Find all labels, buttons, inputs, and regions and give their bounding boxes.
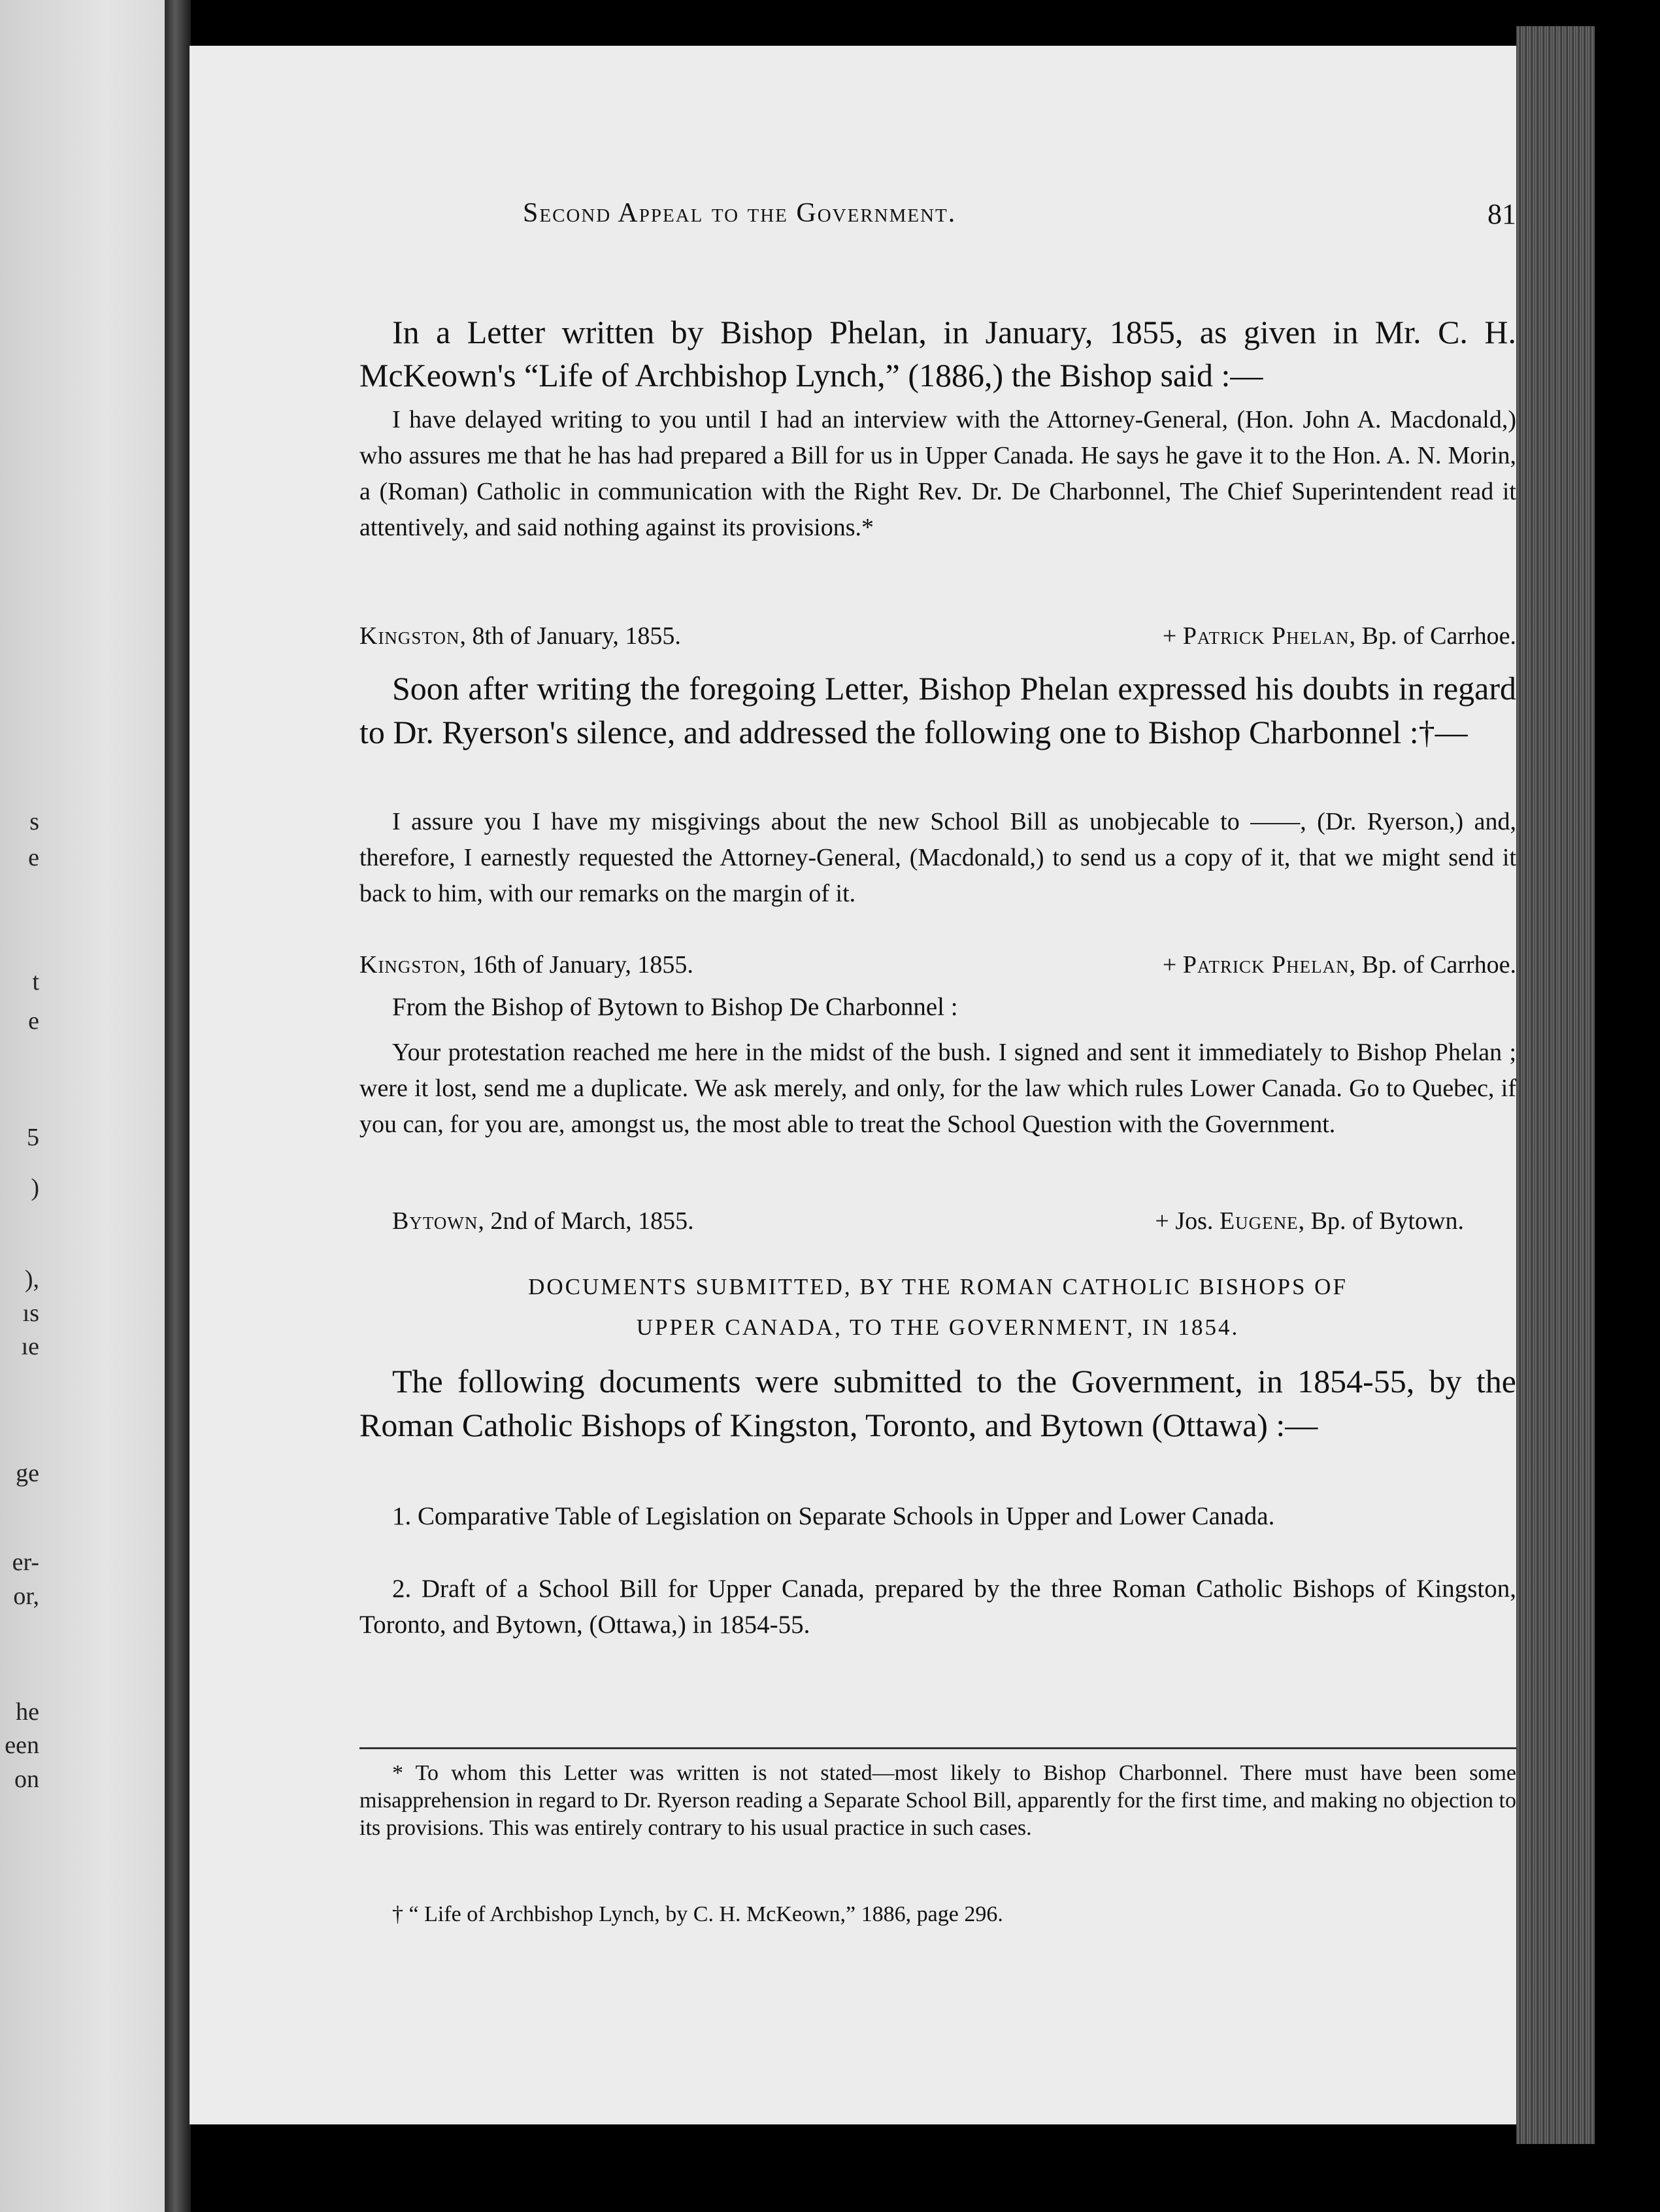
book-page: [190, 46, 1516, 2124]
signature-line-2: [359, 947, 1516, 983]
footnote-rule: [359, 1747, 1516, 1749]
left-fragment: or,: [13, 1583, 39, 1610]
signature-line-3: [392, 1203, 1464, 1239]
bytown-intro: From the Bishop of Bytown to Bishop De Charbonnel :: [392, 993, 958, 1021]
letter-phelan-1: I have delayed writing to you until I had an interview with the Attorney-General, (Hon. John A. Macdonald,) who assures me that he has had prepared a Bill for us in Upper Canada. He says he gave it to the Hon. A. N. Morin, a (Roman) Catholic in communication with the Right Rev. Dr. De Charbonnel, The Chief Superintendent read it attentively, and said nothing against its provisions.*: [359, 406, 1516, 541]
left-fragment: e: [28, 1007, 39, 1035]
paragraph-documents: The following documents were submitted to the Government, in 1854-55, by the Roman Catholic Bishops of Kingston, Toronto, and Bytown (Ottawa) :—: [359, 1363, 1516, 1443]
signature-signer: + Patrick Phelan, Bp. of Carrhoe.: [1162, 622, 1516, 650]
left-fragment: t: [32, 968, 39, 996]
section-heading-line-1: DOCUMENTS SUBMITTED, BY THE ROMAN CATHOLIC BISHOPS OF: [528, 1274, 1348, 1299]
signature-line-1: [359, 618, 1516, 654]
running-header: [523, 197, 1516, 237]
signature-place: Kingston, 8th of January, 1855.: [359, 622, 681, 650]
list-item: 1. Comparative Table of Legislation on Separate Schools in Upper and Lower Canada.: [392, 1502, 1275, 1530]
list-item: 2. Draft of a School Bill for Upper Canada, prepared by the three Roman Catholic Bishops of Kingston, Toronto, and Bytown, (Ottawa,) in 1854-55.: [359, 1575, 1516, 1639]
left-page-fragments: [0, 0, 176, 2212]
left-fragment: een: [5, 1732, 39, 1759]
signature-place: Bytown, 2nd of March, 1855.: [392, 1207, 694, 1235]
signature-signer: + Jos. Eugene, Bp. of Bytown.: [1155, 1207, 1464, 1235]
left-fragment: he: [16, 1698, 39, 1726]
left-fragment: on: [14, 1766, 39, 1793]
signature-place: Kingston, 16th of January, 1855.: [359, 951, 693, 979]
left-fragment: ),: [24, 1265, 39, 1293]
left-fragment: er-: [12, 1549, 39, 1576]
left-fragment: ıe: [21, 1333, 39, 1360]
page-number: 81: [1487, 198, 1516, 230]
letter-phelan-2: I assure you I have my misgivings about the new School Bill as unobjecable to ——, (Dr. Ryerson,) and, therefore, I earnestly requested the Attorney-General, (Macdonald,) to send us a copy of it, that we might send it back to him, with our remarks on the margin of it.: [359, 808, 1516, 907]
left-fragment: e: [28, 844, 39, 871]
book-gutter: [165, 0, 191, 2212]
header-title: Second Appeal to the Government.: [523, 198, 957, 228]
left-fragment: s: [29, 808, 39, 835]
left-fragment: ): [31, 1174, 39, 1201]
signature-signer: + Patrick Phelan, Bp. of Carrhoe.: [1162, 951, 1516, 979]
left-fragment: 5: [27, 1124, 39, 1151]
intro-paragraph: In a Letter written by Bishop Phelan, in January, 1855, as given in Mr. C. H. McKeown's “Life of Archbishop Lynch,” (1886,) the Bishop said :—: [359, 314, 1516, 394]
left-fragment: ıs: [22, 1299, 39, 1327]
footnote-dagger: † “ Life of Archbishop Lynch, by C. H. McKeown,” 1886, page 296.: [392, 1902, 1003, 1926]
footnote-asterisk: * To whom this Letter was written is not stated—most likely to Bishop Charbonnel. There must have been some misapprehension in regard to Dr. Ryerson reading a Separate School Bill, apparently for the first time, and making no objection to its provisions. This was entirely contrary to his usual practice in such cases.: [359, 1761, 1516, 1840]
page-edges: [1516, 26, 1595, 2144]
paragraph-phelan-doubts: Soon after writing the foregoing Letter, Bishop Phelan expressed his doubts in regard to Dr. Ryerson's silence, and addressed the following one to Bishop Charbonnel :†—: [359, 670, 1516, 750]
left-fragment: ge: [16, 1460, 39, 1487]
letter-bytown: Your protestation reached me here in the midst of the bush. I signed and sent it immediately to Bishop Phelan ; were it lost, send me a duplicate. We ask merely, and only, for the law which rules Lower Canada. Go to Quebec, if you can, for you are, amongst us, the most able to treat the School Question with the Government.: [359, 1039, 1516, 1138]
section-heading-line-2: UPPER CANADA, TO THE GOVERNMENT, IN 1854.: [636, 1315, 1240, 1340]
